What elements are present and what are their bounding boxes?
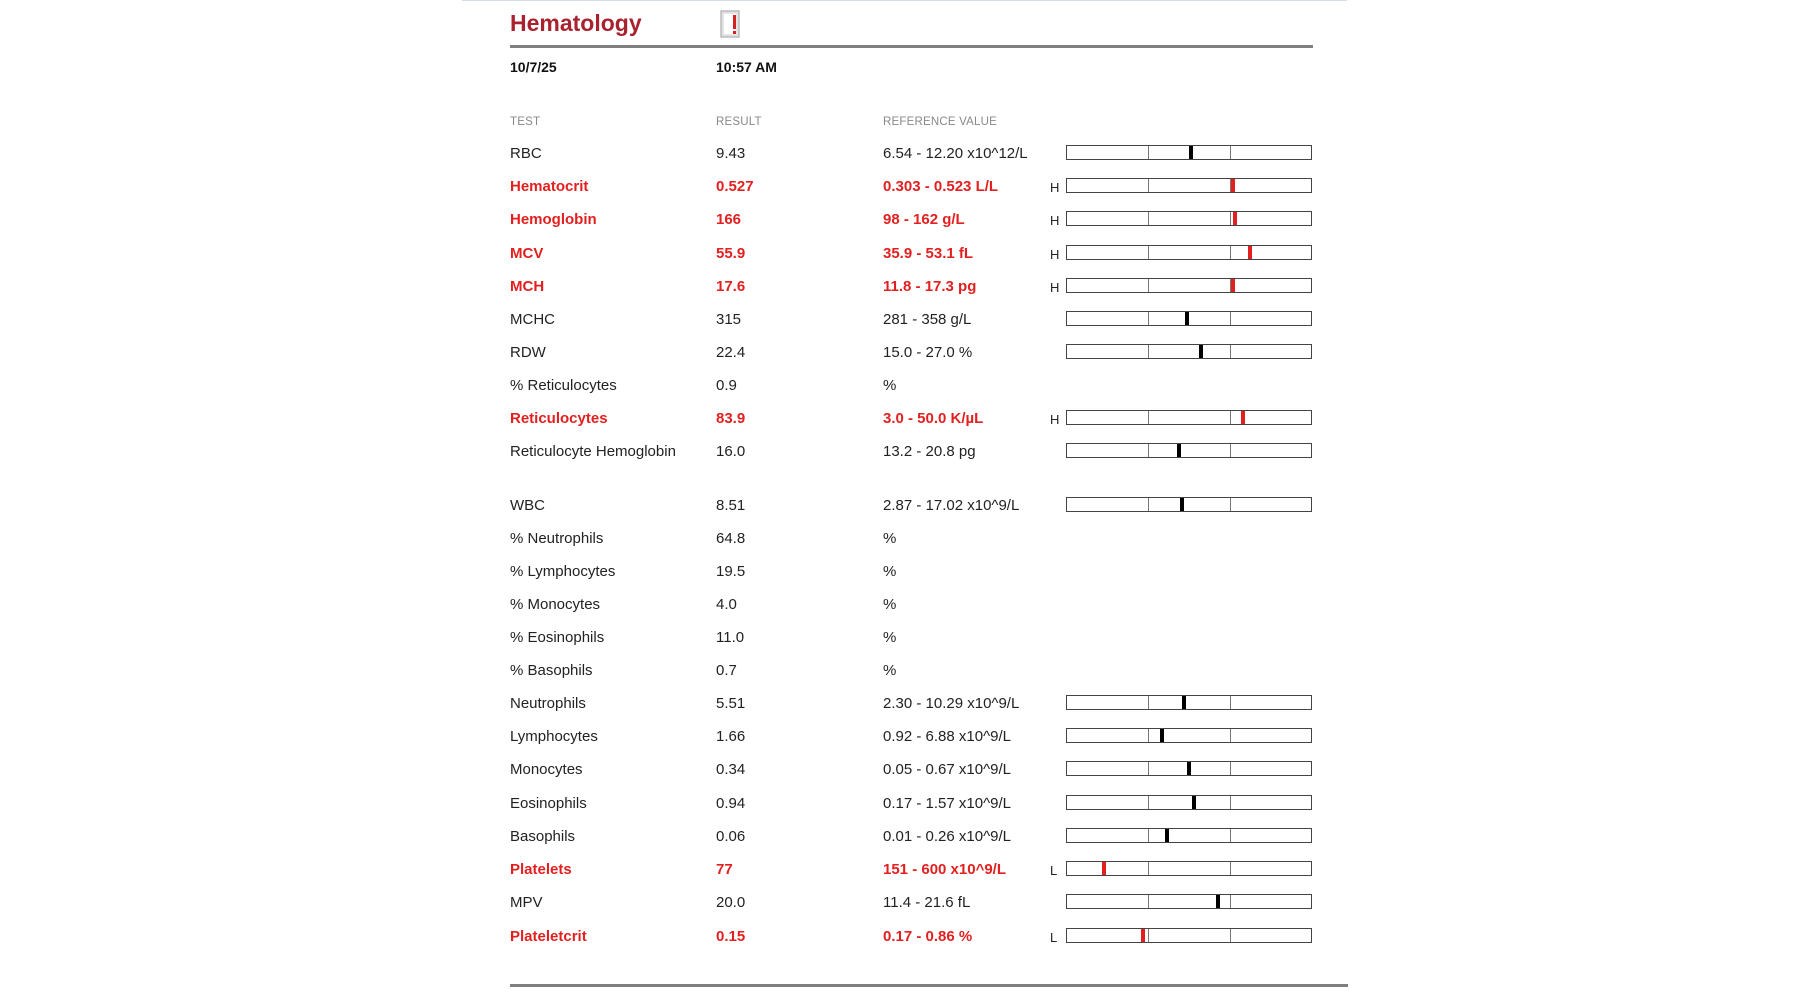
result-marker (1231, 279, 1235, 292)
reference-range: 2.87 - 17.02 x10^9/L (883, 497, 1020, 514)
report-date: 10/7/25 (510, 59, 557, 75)
result-marker (1189, 146, 1193, 159)
report-document-icon[interactable] (720, 10, 740, 38)
range-high-divider (1230, 829, 1231, 842)
table-row (0, 408, 1800, 430)
range-high-divider (1230, 498, 1231, 511)
result-marker (1165, 829, 1169, 842)
range-high-divider (1230, 246, 1231, 259)
range-low-divider (1148, 762, 1149, 775)
test-result: 0.06 (716, 828, 746, 845)
range-bar (1066, 178, 1312, 193)
range-bar (1066, 211, 1312, 226)
test-name: % Basophils (510, 662, 593, 679)
reference-range: 13.2 - 20.8 pg (883, 443, 976, 460)
reference-range: % (883, 377, 897, 394)
range-low-divider (1148, 179, 1149, 192)
test-name: Eosinophils (510, 795, 587, 812)
result-marker (1180, 498, 1184, 511)
table-row (0, 243, 1800, 265)
flag-indicator: L (1050, 930, 1058, 945)
table-row (0, 726, 1800, 748)
test-result: 64.8 (716, 530, 746, 547)
result-marker (1248, 246, 1252, 259)
test-result: 0.527 (716, 178, 754, 195)
test-result: 9.43 (716, 145, 746, 162)
table-row (0, 594, 1800, 616)
test-name: Neutrophils (510, 695, 586, 712)
reference-range: 281 - 358 g/L (883, 311, 972, 328)
range-bar (1066, 245, 1312, 260)
test-name: Plateletcrit (510, 928, 587, 945)
test-result: 1.66 (716, 728, 746, 745)
range-bar (1066, 728, 1312, 743)
test-name: Lymphocytes (510, 728, 598, 745)
range-low-divider (1148, 312, 1149, 325)
reference-range: 0.303 - 0.523 L/L (883, 178, 999, 195)
range-bar (1066, 145, 1312, 160)
reference-range: % (883, 629, 897, 646)
range-bar (1066, 344, 1312, 359)
test-result: 19.5 (716, 563, 746, 580)
range-high-divider (1230, 444, 1231, 457)
range-low-divider (1148, 895, 1149, 908)
result-marker (1102, 862, 1106, 875)
report-time: 10:57 AM (716, 59, 777, 75)
result-marker (1216, 895, 1220, 908)
test-name: Reticulocyte Hemoglobin (510, 443, 676, 460)
range-low-divider (1148, 729, 1149, 742)
table-row (0, 759, 1800, 781)
table-row (0, 793, 1800, 815)
reference-range: 98 - 162 g/L (883, 211, 965, 228)
table-row (0, 441, 1800, 463)
flag-indicator: H (1050, 412, 1060, 427)
table-row (0, 660, 1800, 682)
reference-range: 11.4 - 21.6 fL (883, 894, 971, 911)
table-row (0, 627, 1800, 649)
range-high-divider (1230, 411, 1231, 424)
range-low-divider (1148, 444, 1149, 457)
test-name: WBC (510, 497, 545, 514)
range-bar (1066, 894, 1312, 909)
footer-divider (510, 984, 1348, 987)
reference-range: % (883, 662, 897, 679)
range-low-divider (1148, 696, 1149, 709)
reference-range: 35.9 - 53.1 fL (883, 245, 974, 262)
range-bar (1066, 311, 1312, 326)
test-result: 8.51 (716, 497, 746, 514)
range-bar (1066, 695, 1312, 710)
top-divider (462, 0, 1347, 1)
test-name: RDW (510, 344, 546, 361)
range-high-divider (1230, 762, 1231, 775)
table-row (0, 892, 1800, 914)
range-high-divider (1230, 862, 1231, 875)
result-marker (1192, 796, 1196, 809)
range-high-divider (1230, 696, 1231, 709)
test-result: 0.34 (716, 761, 746, 778)
table-row (0, 143, 1800, 165)
test-result: 0.9 (716, 377, 737, 394)
test-result: 16.0 (716, 443, 746, 460)
result-marker (1141, 929, 1145, 942)
test-name: % Monocytes (510, 596, 601, 613)
range-high-divider (1230, 929, 1231, 942)
test-result: 0.15 (716, 928, 746, 945)
range-bar (1066, 443, 1312, 458)
range-low-divider (1148, 796, 1149, 809)
range-bar (1066, 828, 1312, 843)
reference-range: % (883, 530, 897, 547)
range-low-divider (1148, 146, 1149, 159)
test-name: % Eosinophils (510, 629, 605, 646)
test-name: % Reticulocytes (510, 377, 617, 394)
table-row (0, 375, 1800, 397)
reference-range: 151 - 600 x10^9/L (883, 861, 1007, 878)
table-row (0, 859, 1800, 881)
reference-range: 15.0 - 27.0 % (883, 344, 973, 361)
range-bar (1066, 410, 1312, 425)
table-row (0, 528, 1800, 550)
range-high-divider (1230, 312, 1231, 325)
test-name: Reticulocytes (510, 410, 608, 427)
table-row (0, 176, 1800, 198)
test-result: 166 (716, 211, 742, 228)
test-result: 0.7 (716, 662, 737, 679)
flag-indicator: H (1050, 280, 1060, 295)
test-result: 5.51 (716, 695, 746, 712)
test-name: MCH (510, 278, 545, 295)
flag-indicator: H (1050, 213, 1060, 228)
range-low-divider (1148, 411, 1149, 424)
range-low-divider (1148, 929, 1149, 942)
test-result: 83.9 (716, 410, 746, 427)
reference-range: % (883, 596, 897, 613)
range-high-divider (1230, 729, 1231, 742)
column-header-reference: REFERENCE VALUE (883, 116, 997, 128)
range-bar (1066, 861, 1312, 876)
range-low-divider (1148, 829, 1149, 842)
range-low-divider (1148, 279, 1149, 292)
table-row (0, 561, 1800, 583)
test-name: Monocytes (510, 761, 583, 778)
test-name: MCV (510, 245, 544, 262)
test-name: MCHC (510, 311, 555, 328)
reference-range: 0.01 - 0.26 x10^9/L (883, 828, 1011, 845)
test-name: Platelets (510, 861, 572, 878)
test-name: Basophils (510, 828, 576, 845)
range-bar (1066, 497, 1312, 512)
range-low-divider (1148, 212, 1149, 225)
column-header-result: RESULT (716, 116, 762, 128)
range-high-divider (1230, 146, 1231, 159)
test-name: Hemoglobin (510, 211, 597, 228)
test-name: % Neutrophils (510, 530, 604, 547)
test-name: Hematocrit (510, 178, 589, 195)
range-high-divider (1230, 796, 1231, 809)
result-marker (1241, 411, 1245, 424)
table-row (0, 693, 1800, 715)
test-result: 22.4 (716, 344, 746, 361)
range-high-divider (1230, 345, 1231, 358)
reference-range: 6.54 - 12.20 x10^12/L (883, 145, 1028, 162)
header-divider (510, 45, 1313, 48)
range-bar (1066, 278, 1312, 293)
test-result: 17.6 (716, 278, 746, 295)
test-name: RBC (510, 145, 542, 162)
test-result: 11.0 (716, 629, 745, 646)
result-marker (1233, 212, 1237, 225)
test-result: 315 (716, 311, 742, 328)
result-marker (1231, 179, 1235, 192)
range-high-divider (1230, 895, 1231, 908)
table-row (0, 276, 1800, 298)
reference-range: 0.92 - 6.88 x10^9/L (883, 728, 1011, 745)
reference-range: 0.17 - 1.57 x10^9/L (883, 795, 1011, 812)
table-row (0, 209, 1800, 231)
table-row (0, 309, 1800, 331)
range-bar (1066, 761, 1312, 776)
table-row (0, 926, 1800, 948)
range-high-divider (1230, 212, 1231, 225)
test-result: 20.0 (716, 894, 746, 911)
result-marker (1177, 444, 1181, 457)
reference-range: 2.30 - 10.29 x10^9/L (883, 695, 1020, 712)
test-name: % Lymphocytes (510, 563, 616, 580)
reference-range: 0.17 - 0.86 % (883, 928, 973, 945)
test-result: 4.0 (716, 596, 737, 613)
table-row (0, 826, 1800, 848)
result-marker (1185, 312, 1189, 325)
report-title: Hematology (510, 10, 642, 36)
column-header-test: TEST (510, 116, 541, 128)
table-row (0, 495, 1800, 517)
reference-range: % (883, 563, 897, 580)
result-marker (1199, 345, 1203, 358)
reference-range: 0.05 - 0.67 x10^9/L (883, 761, 1011, 778)
table-row (0, 342, 1800, 364)
range-bar (1066, 795, 1312, 810)
flag-indicator: H (1050, 247, 1060, 262)
test-result: 77 (716, 861, 733, 878)
range-low-divider (1148, 862, 1149, 875)
reference-range: 3.0 - 50.0 K/µL (883, 410, 984, 427)
flag-indicator: L (1050, 863, 1058, 878)
result-marker (1187, 762, 1191, 775)
result-marker (1160, 729, 1164, 742)
flag-indicator: H (1050, 180, 1060, 195)
range-low-divider (1148, 345, 1149, 358)
range-low-divider (1148, 498, 1149, 511)
test-name: MPV (510, 894, 543, 911)
reference-range: 11.8 - 17.3 pg (883, 278, 977, 295)
range-low-divider (1148, 246, 1149, 259)
test-result: 55.9 (716, 245, 746, 262)
range-bar (1066, 928, 1312, 943)
test-result: 0.94 (716, 795, 746, 812)
result-marker (1182, 696, 1186, 709)
